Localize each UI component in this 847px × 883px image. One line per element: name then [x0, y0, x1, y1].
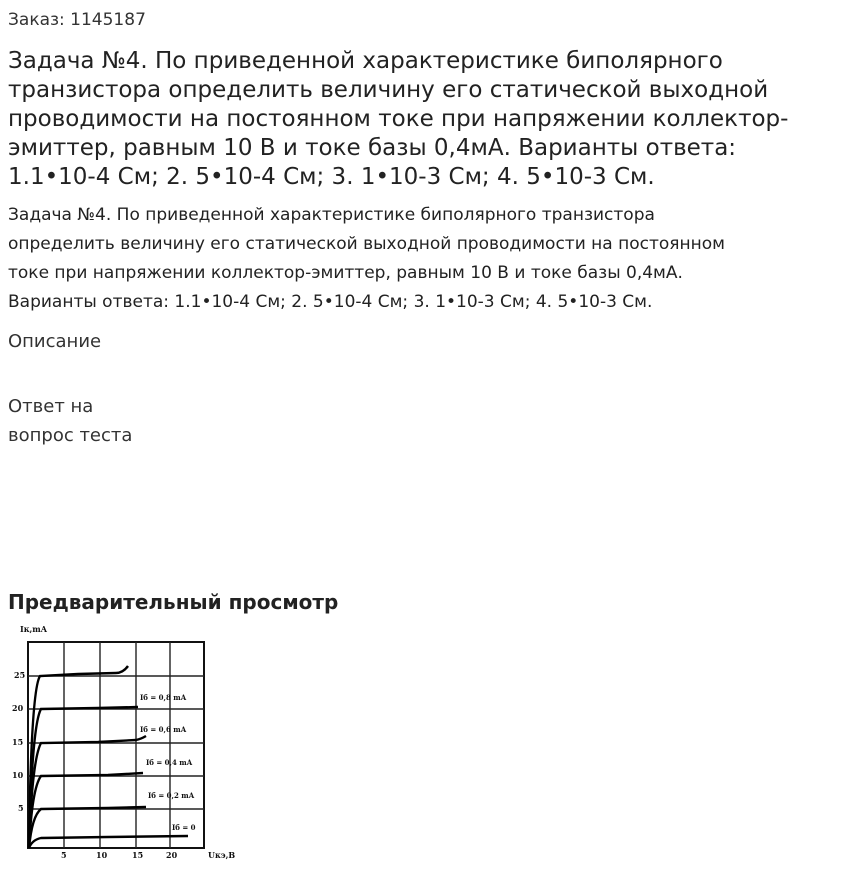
output-characteristics-graph — [8, 620, 258, 870]
x-tick: 15 — [132, 850, 144, 860]
order-number: Заказ: 1145187 — [8, 10, 146, 30]
description-label: Описание — [8, 331, 102, 352]
curve-label: Iб = 0,2 mA — [148, 791, 195, 800]
x-axis-label: Uкэ,B — [208, 850, 236, 860]
curve-label: Iб = 0,6 mA — [140, 725, 187, 734]
task-title-line: эмиттер, равным 10 В и токе базы 0,4мА. Варианты ответа: — [8, 135, 737, 161]
curve-0ma — [29, 836, 188, 848]
task-title — [8, 47, 838, 192]
answer-label-line: Ответ на — [8, 396, 94, 417]
preview-heading: Предварительный просмотр — [8, 590, 339, 614]
y-axis-label: Iк,mA — [20, 624, 47, 634]
x-tick: 10 — [96, 850, 108, 860]
y-tick: 20 — [12, 703, 24, 713]
curve-0-6ma — [29, 736, 146, 848]
task-body-line: Задача №4. По приведенной характеристике биполярного транзистора — [8, 205, 655, 225]
x-tick: 20 — [166, 850, 178, 860]
y-tick: 25 — [14, 670, 26, 680]
task-body — [8, 201, 838, 317]
curve-0-8ma — [29, 707, 138, 848]
curve-label: Iб = 0,4 mA — [146, 758, 193, 767]
x-tick: 5 — [61, 850, 67, 860]
y-tick: 15 — [12, 737, 24, 747]
curve-label: Iб = 0,8 mA — [140, 693, 187, 702]
task-title-line: Задача №4. По приведенной характеристике биполярного — [8, 48, 723, 74]
task-title-line: 1.1•10-4 См; 2. 5•10-4 См; 3. 1•10-3 См; 4. 5•10-3 См. — [8, 164, 655, 190]
task-body-line: токе при напряжении коллектор-эмиттер, равным 10 В и токе базы 0,4мА. — [8, 263, 683, 283]
task-title-line: проводимости на постоянном токе при напряжении коллектор- — [8, 106, 789, 132]
task-body-line: определить величину его статической выходной проводимости на постоянном — [8, 234, 725, 254]
answer-label-line: вопрос теста — [8, 425, 133, 446]
curve-label: Iб = 0 — [172, 823, 196, 832]
curve-0-2ma — [29, 807, 146, 848]
task-title-line: транзистора определить величину его статической выходной — [8, 77, 769, 103]
transistor-characteristic-figure — [8, 620, 258, 870]
y-tick: 5 — [18, 803, 24, 813]
y-tick: 10 — [12, 770, 24, 780]
answer-label — [8, 392, 168, 450]
task-body-line: Варианты ответа: 1.1•10-4 См; 2. 5•10-4 См; 3. 1•10-3 См; 4. 5•10-3 См. — [8, 292, 653, 312]
curve-top — [29, 666, 128, 848]
